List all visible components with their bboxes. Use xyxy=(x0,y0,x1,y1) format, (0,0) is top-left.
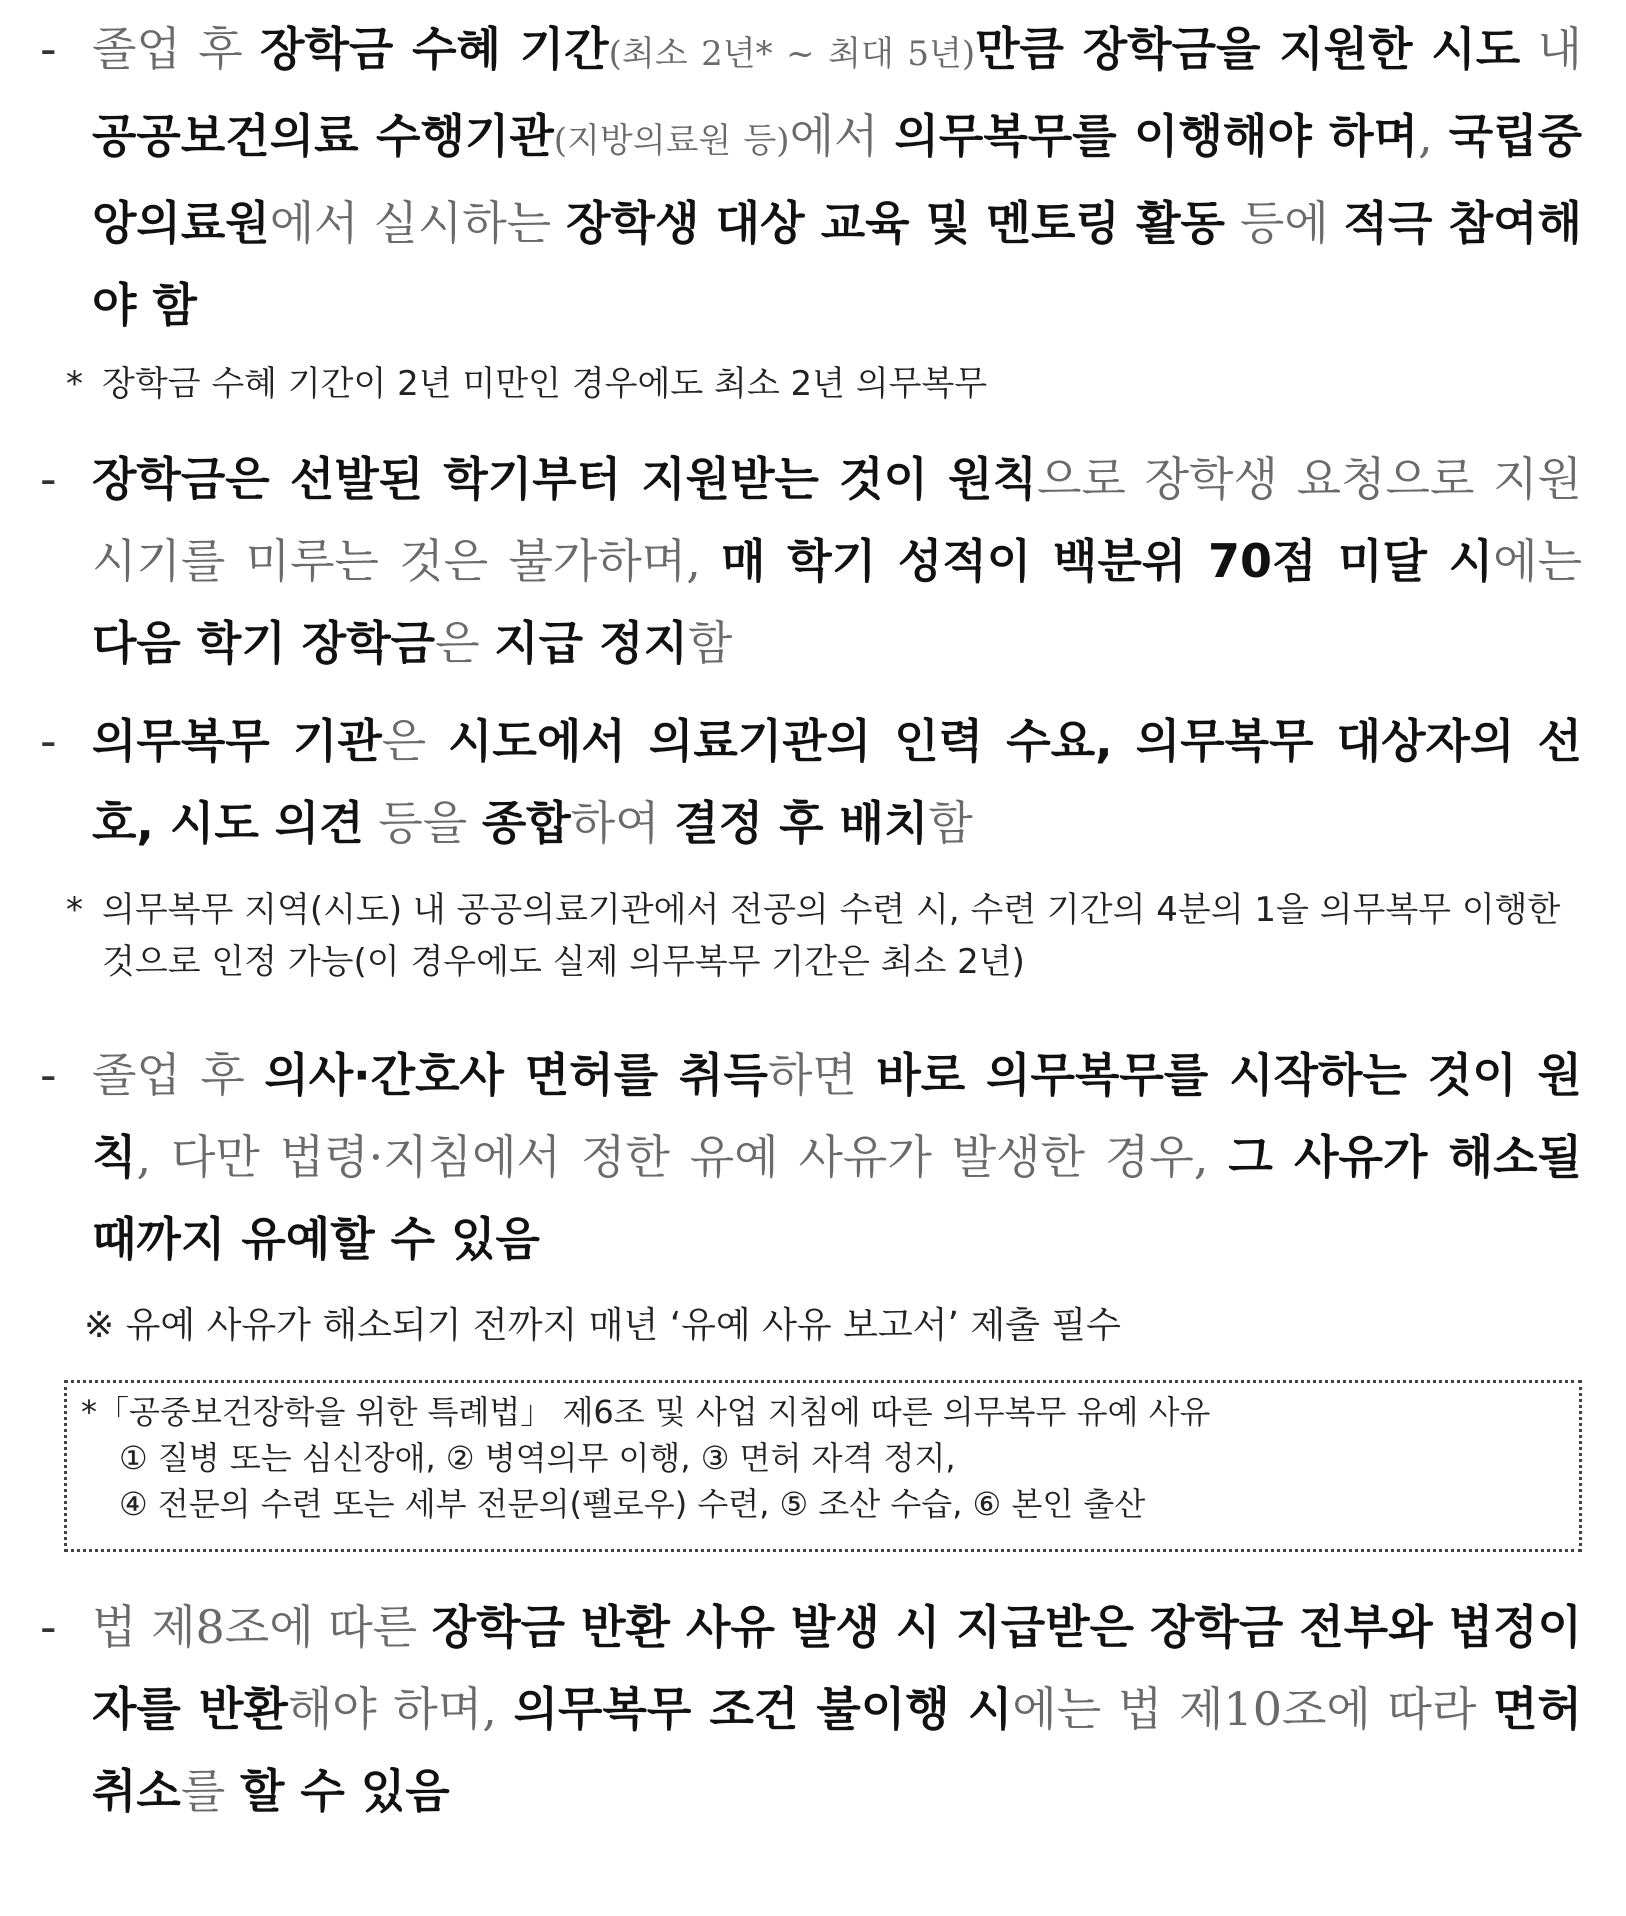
text-run: 하여 xyxy=(570,796,675,850)
paragraph-license-deferral xyxy=(40,1034,1582,1280)
reference-note-text: ※ 유예 사유가 해소되기 전까지 매년 ‘유예 사유 보고서’ 제출 필수 xyxy=(84,1305,1121,1346)
bold-run: 의사·간호사 면허를 취득 xyxy=(264,1048,768,1102)
box-line-reasons-1: ① 질병 또는 심신장애, ② 병역의무 이행, ③ 면허 자격 정지, xyxy=(119,1439,956,1477)
footnote-min-service xyxy=(66,358,1596,410)
text-run: 은 xyxy=(435,616,495,670)
text-run: 에서 xyxy=(789,109,895,163)
bullet-dash: - xyxy=(40,22,57,76)
bullet-dash: - xyxy=(40,1600,57,1654)
footnote-star: * xyxy=(66,364,83,404)
text-run: 은 xyxy=(381,714,448,768)
footnote-residency-credit xyxy=(66,884,1596,988)
bold-run: 그 사유가 해소될 때까지 유예할 수 있음 xyxy=(92,1130,1582,1266)
text-run: 하면 xyxy=(767,1048,877,1102)
text-run: , 다만 법령·지침에서 정한 유예 사유가 발생한 경우 xyxy=(136,1130,1194,1184)
bold-run: 의무복무를 이행해야 하며 xyxy=(894,109,1419,163)
bullet-dash: - xyxy=(40,1048,57,1102)
bold-run: 장학금 수혜 기간 xyxy=(260,22,609,76)
text-run: 등에 xyxy=(1224,196,1344,250)
bold-run: 장학금은 선발된 학기부터 지원받는 것이 원칙 xyxy=(92,452,1037,506)
text-run: 으로 장학생 요청으로 지원 시기를 미루는 것은 불가하며, xyxy=(92,452,1582,588)
bold-run: 바로 의무복무를 시작하는 것이 원칙 xyxy=(92,1048,1582,1184)
paragraph-service-institution xyxy=(40,700,1582,864)
bold-run: 의무복무 조건 불이행 시 xyxy=(513,1682,1013,1736)
bold-run: 종합 xyxy=(481,796,571,850)
text-run: 에는 xyxy=(1493,534,1583,588)
text-run: 졸업 후 xyxy=(92,22,261,76)
bold-run: 의무복무 기관 xyxy=(92,714,382,768)
text-run: 등을 xyxy=(363,796,482,850)
text-run: 졸업 후 xyxy=(92,1048,265,1102)
paragraph-scholarship-payment xyxy=(40,438,1582,684)
text-run: (최소 2년* ~ 최대 5년) xyxy=(608,34,976,74)
bold-run: 국립중앙의료원 xyxy=(92,109,1583,250)
footnote-star: * xyxy=(66,890,83,930)
text-run: , xyxy=(1193,1130,1229,1184)
bold-run: 다음 학기 장학금 xyxy=(92,616,436,670)
bold-run: 할 수 있음 xyxy=(239,1764,450,1818)
bold-run: 결정 후 배치 xyxy=(674,796,929,850)
bold-run: 매 학기 성적이 백분위 70점 미달 시 xyxy=(721,534,1494,588)
deferral-reasons-box xyxy=(64,1380,1582,1552)
bold-run: 공공보건의료 수행기관 xyxy=(92,109,554,163)
box-line-reasons-2: ④ 전문의 수련 또는 세부 전문의(펠로우) 수련, ⑤ 조산 수습, ⑥ 본인 출산 xyxy=(119,1485,1146,1523)
paragraph-repayment xyxy=(40,1586,1582,1832)
bullet-dash: - xyxy=(40,714,57,768)
bold-run: 시도에서 의료기관의 인력 수요, 의무복무 대상자의 선호, 시도 의견 xyxy=(92,714,1582,850)
bold-run: 장학금 반환 사유 발생 시 지급받은 장학금 전부와 법정이자를 반환 xyxy=(92,1600,1582,1736)
bold-run: 지급 정지 xyxy=(494,616,688,670)
footnote-text: 의무복무 지역(시도) 내 공공의료기관에서 전공의 수련 시, 수련 기간의 4분의 1을 의무복무 이행한 것으로 인정 가능(이 경우에도 실제 의무복무 기간은 최소 2년) xyxy=(102,890,1561,982)
text-run: 해야 하며, xyxy=(287,1682,514,1736)
bold-run: 적극 참여해야 함 xyxy=(92,196,1582,332)
reference-note-report xyxy=(84,1300,1596,1352)
footnote-text: 장학금 수혜 기간이 2년 미만인 경우에도 최소 2년 의무복무 xyxy=(102,364,988,404)
text-run: 내 xyxy=(1520,22,1582,76)
text-run: 에는 법 제10조에 따라 xyxy=(1012,1682,1494,1736)
text-run: 함 xyxy=(928,796,973,850)
bullet-dash: - xyxy=(40,452,57,506)
bold-run: 면허취소 xyxy=(92,1682,1582,1818)
text-run: 함 xyxy=(687,616,733,670)
text-run: 를 xyxy=(180,1764,240,1818)
bold-run: 장학생 대상 교육 및 멘토링 활동 xyxy=(566,196,1225,250)
text-run: , xyxy=(1418,109,1449,163)
text-run: 에서 실시하는 xyxy=(269,196,567,250)
box-line-title: *「공중보건장학을 위한 특례법」 제6조 및 사업 지침에 따른 의무복무 유예 사유 xyxy=(81,1393,1211,1431)
text-run: 법 제8조에 따른 xyxy=(92,1600,432,1654)
paragraph-service-obligation xyxy=(40,8,1582,346)
bold-run: 만큼 장학금을 지원한 시도 xyxy=(975,22,1521,76)
text-run: (지방의료원 등) xyxy=(553,121,790,161)
